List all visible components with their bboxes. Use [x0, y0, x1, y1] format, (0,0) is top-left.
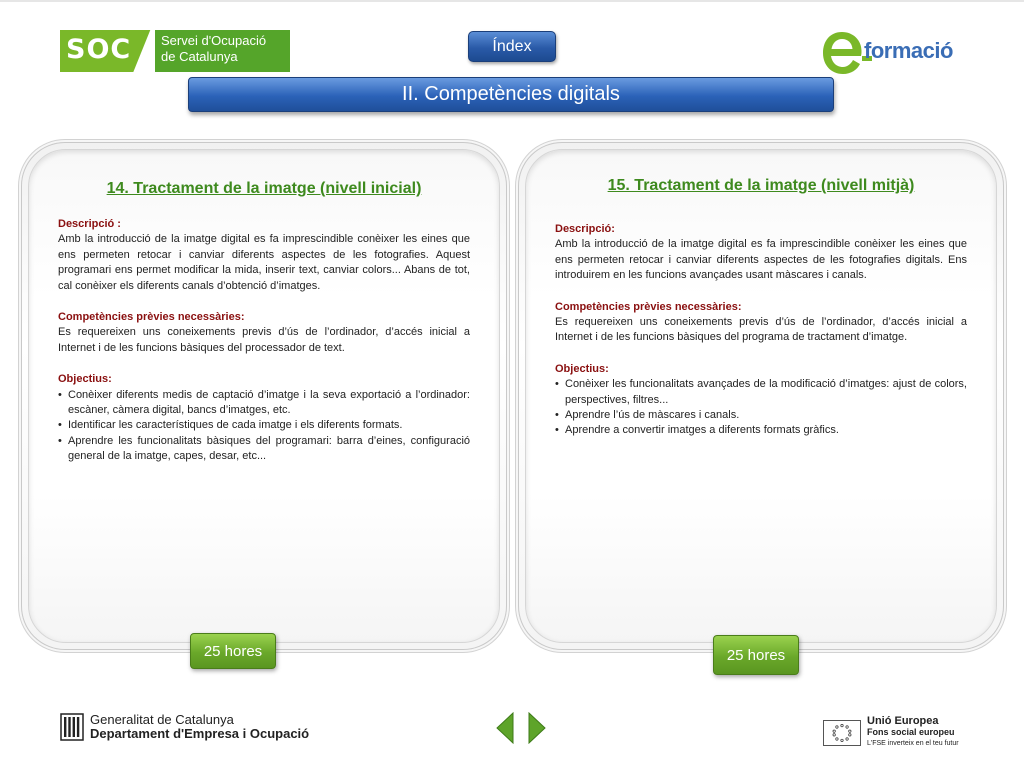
generalitat-emblem-icon [60, 713, 84, 741]
objectives-list [58, 388, 470, 465]
soc-name-line1: Servei d'Ocupació [161, 33, 267, 48]
objective-item: • Aprendre l’ús de màscares i canals. [555, 408, 967, 423]
eu-slogan: L'FSE inverteix en el teu futur [867, 740, 959, 747]
course-card-content [555, 176, 967, 439]
hours-button-15[interactable]: 25 hores [713, 635, 799, 675]
prereq-label: Competències prèvies necessàries: [555, 300, 742, 313]
prereq-label: Competències prèvies necessàries: [58, 311, 245, 324]
e-letter-icon [820, 28, 864, 76]
prereq-text: Es requereixen uns coneixements previs d’ús de l’ordinador, d’accés inicial a Internet i de les funcions bàsiques del programa de tractament d’imatge. [555, 316, 967, 344]
arrow-left-icon[interactable] [495, 712, 515, 744]
soc-mark-text: SOC [66, 34, 132, 65]
description-label: Descripció: [555, 223, 615, 235]
soc-name-line2: de Catalunya [161, 49, 238, 64]
soc-name [149, 30, 290, 72]
objective-item: • Conèixer diferents medis de captació d’imatge i la seva exportació a l’ordinador: escàner, càmera digital, bancs d’imatges, etc. [58, 388, 470, 419]
objective-item: • Aprendre a convertir imatges a diferents formats gràfics. [555, 423, 967, 438]
soc-logo [60, 30, 290, 72]
department-name: Departament d'Empresa i Ocupació [90, 726, 310, 741]
prereq-text: Es requereixen uns coneixements previs d’ús de l’ordinador, d’accés inicial a Internet i de les funcions bàsiques del processador de text. [58, 326, 470, 354]
eu-fund-name: Fons social europeu [867, 727, 955, 737]
description-label: Descripció : [58, 218, 121, 230]
objectives-list [555, 377, 967, 439]
generalitat-name: Generalitat de Catalunya [90, 712, 234, 727]
eu-logo [823, 716, 959, 749]
eu-flag-icon [823, 720, 861, 746]
course-title[interactable]: 14. Tractament de la imatge (nivell inicial) [106, 180, 422, 197]
top-divider [0, 0, 1024, 2]
description-text: Amb la introducció de la imatge digital es fa imprescindible conèixer les eines que ens permeten retocar i canviar diferents aspectes de les fotografies. Aquest programari ens permet modificar la mida, inserir text, canviar colors... Abans de tot, cal conèixer els diferents canals d’obtenció d’imatges. [58, 233, 470, 292]
course-card-15 [518, 142, 1004, 650]
soc-mark [60, 30, 155, 72]
objectives-label: Objectius: [58, 373, 112, 386]
index-button[interactable]: Índex [468, 31, 556, 62]
objectives-label: Objectius: [555, 362, 609, 375]
course-card-14 [21, 142, 507, 650]
arrow-right-icon[interactable] [527, 712, 547, 744]
objective-item: • Aprendre les funcionalitats bàsiques del programari: barra d’eines, configuració general de la imatge, capes, desar, etc... [58, 434, 470, 465]
description-text: Amb la introducció de la imatge digital es fa imprescindible conèixer les eines que ens permeten retocar i canviar diferents aspectes de les fotografies digitals. Ens introduirem en les funcions avançades usant màscares i canals. [555, 238, 967, 282]
generalitat-logo [60, 712, 309, 742]
hours-button-14[interactable]: 25 hores [190, 633, 276, 669]
eformacio-logo [820, 28, 970, 78]
eu-name: Unió Europea [867, 715, 939, 727]
course-card-content [58, 179, 470, 465]
eformacio-text: formació [864, 38, 953, 63]
objective-item: • Identificar les característiques de cada imatge i els diferents formats. [58, 418, 470, 433]
objective-item: • Conèixer les funcionalitats avançades de la modificació d’imatges: ajust de colors, perspectives, filtres... [555, 377, 967, 408]
course-title[interactable]: 15. Tractament de la imatge (nivell mitjà) [607, 177, 915, 194]
section-title: II. Competències digitals [188, 77, 834, 112]
